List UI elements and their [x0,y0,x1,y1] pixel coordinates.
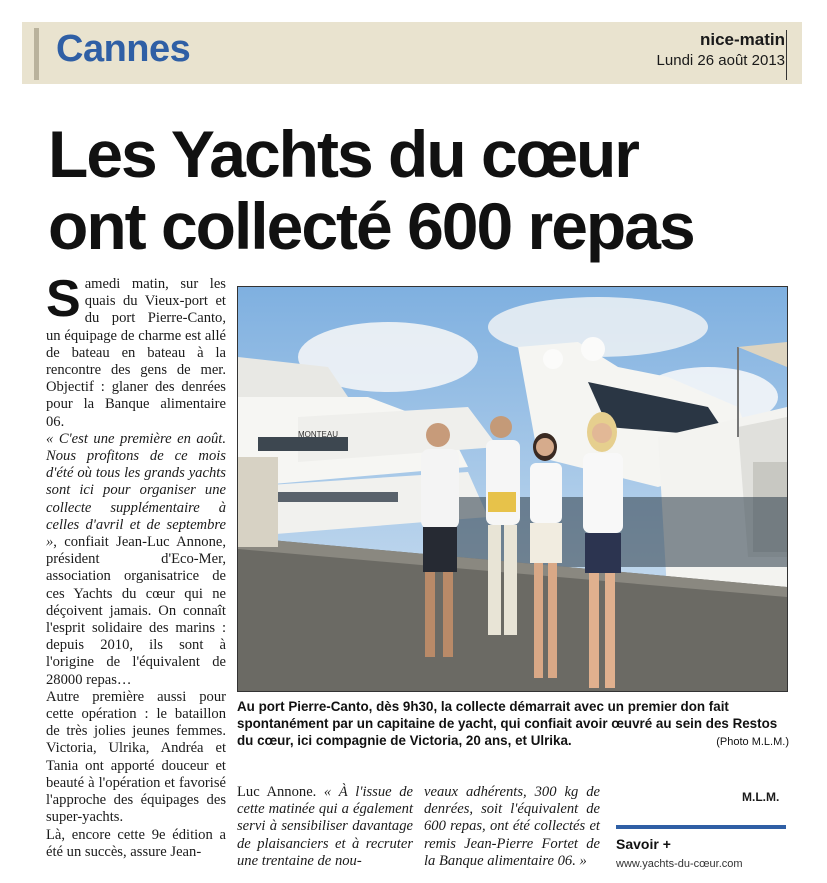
boat-name-label: MONTEAU [298,430,338,439]
author-signature: M.L.M. [742,790,780,804]
paragraph-hostesses: Autre première aussi pour cette opération : le bataillon de très jolies jeunes femmes. Victoria, Ulrika, Andréa et Tania ont apporté douceur et beauté à l'opération et favorisé l'approche des équipages des super-yachts. [46,688,226,826]
paragraph-quote [46,431,226,689]
paragraph-intro [46,270,226,431]
photo-credit: (Photo M.L.M.) [716,736,789,748]
savoir-divider [616,825,786,829]
article-headline [48,118,808,262]
newspaper-name: nice-matin [699,30,785,49]
savoir-title: Savoir + [616,836,671,852]
quote-attribution: , confiait Jean-Luc Annone, président d'Eco-Mer, association organisatrice de ces Yachts du cœur qui ne déçoivent jamais. On connaît l'esprit solidaire des marins : depuis 2010, ils sont à l'origine de l'équivalent de 28000 repas… [46,534,226,688]
paragraph-success: Là, encore cette 9e édition a été un succès, assure Jean- [46,826,226,860]
section-title: Cannes [56,28,191,70]
headline-line-2: ont collecté 600 repas [48,189,694,263]
drop-cap: S [46,270,81,328]
continued-quote: « À l'issue de cette matinée qui a également servi à sensibiliser davantage de plaisanciers et à recruter une trentaine de nou- [237,784,413,869]
article-column-1 [46,270,226,861]
paragraph-conclusion: veaux adhérents, 300 kg de denrées, soit l'équivalent de 600 repas, ont été collectés et remis Jean-Pierre Fortet de la Banque alimentaire 06. » [424,784,600,869]
article-photo [237,286,788,692]
caption-text: Au port Pierre-Canto, dès 9h30, la collecte démarrait avec un premier don fait spontanément par un capitaine de yacht, qui confiait avoir œuvré au sein des Restos du cœur, ici compagnie de Victoria, 20 ans, et Ulrika. [237,699,778,748]
intro-text: amedi matin, sur les quais du Vieux-port et du port Pierre-Canto, un équipage de charme est allé de bateau en bateau à la rencontre des gens de mer. Objectif : glaner des denrées pour la Banque alimentaire 06. [46,276,226,430]
paragraph-continued [237,784,413,870]
header-divider [786,30,787,80]
article-column-3 [424,784,600,870]
quote-text: « C'est une première en août. Nous profitons de ce mois d'été où tous les grands yachts sont ici pour organiser une collecte supplémentaire à celles d'avril et de septembre » [46,430,226,551]
yacht-harbor-photo [238,287,787,691]
website-link[interactable]: www.yachts-du-cœur.com [616,858,743,870]
continued-name: Luc Annone. [237,784,324,800]
photo-caption [237,698,789,751]
header-accent [34,28,39,80]
publication-date: Lundi 26 août 2013 [656,52,785,69]
article-column-2 [237,784,413,870]
headline-line-1: Les Yachts du cœur [48,117,638,191]
